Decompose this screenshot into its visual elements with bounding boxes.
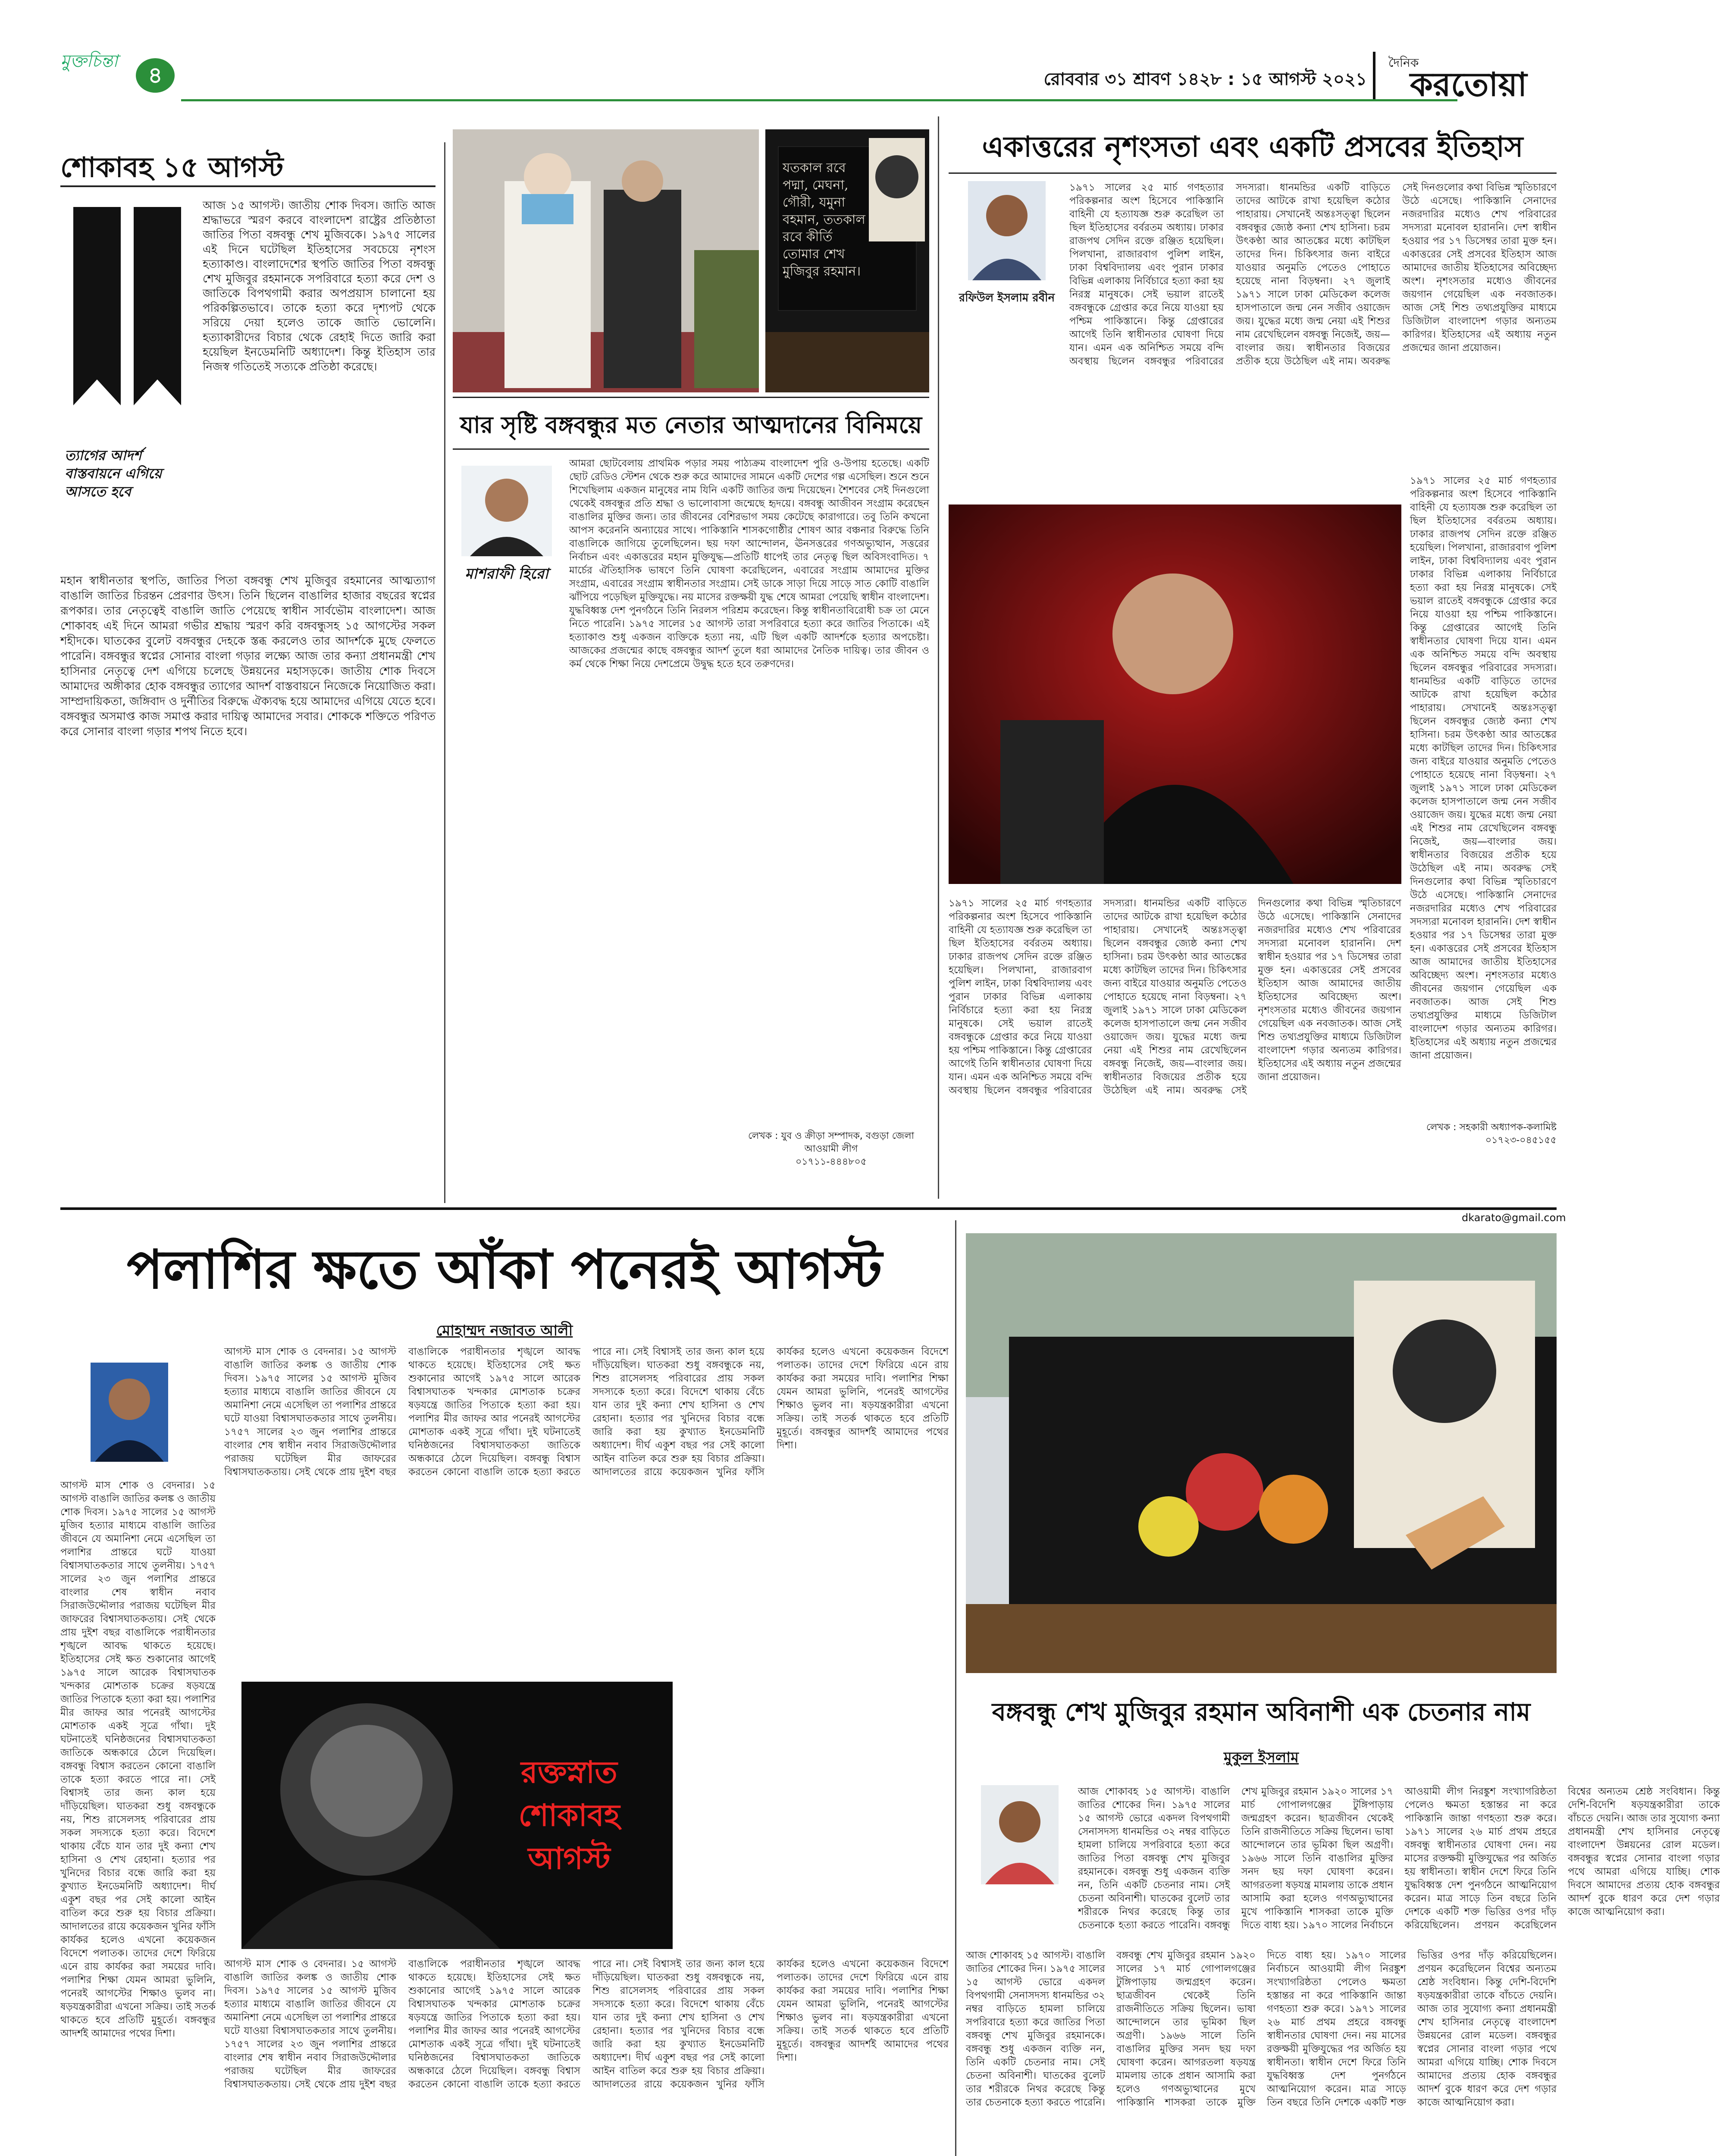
article1-author-footer: লেখক : যুব ও ক্রীড়া সম্পাদক, বগুড়া জেলা আওয়ামী লীগ xyxy=(748,1131,914,1154)
article1-bottom-rule xyxy=(453,448,929,450)
header-rule xyxy=(181,99,1457,101)
editorial-title: শোকাবহ ১৫ আগস্ট xyxy=(60,151,284,184)
article4-col-main xyxy=(966,1949,1557,2156)
article3-author-block xyxy=(78,1363,185,1475)
article3-body: আগস্ট মাস শোক ও বেদনার। ১৫ আগস্ট বাঙালি জাতির কলঙ্ক ও জাতীয় শোক দিবস। ১৯৭৫ সালের ১৫ আগস্ট মুজিব হত্যার মাধ্যমে বাঙালি জাতির জীবনে যে অমানিশা নেমে এসেছিল তা পলাশির প্রান্তরে ঘটে যাওয়া বিশ্বাসঘাতকতার সাথে তুলনীয়। ১৭৫৭ সালের ২৩ জুন পলাশির প্রান্তরে বাংলার শেষ স্বাধীন নবাব সিরাজউদ্দৌলার পরাজয় ঘটেছিল মীর জাফরের বিশ্বাসঘাতকতায়। সেই থেকে প্রায় দুইশ বছর বাঙালিকে পরাধীনতার শৃঙ্খলে আবদ্ধ থাকতে হয়েছে। ইতিহাসের সেই ক্ষত শুকানোর আগেই ১৯৭৫ সালে আরেক বিশ্বাসঘাতক খন্দকার মোশতাক চক্রের ষড়যন্ত্রে জাতির পিতাকে হত্যা করা হয়। পলাশির মীর জাফর আর পনেরই আগস্টের মোশতাক একই সূত্রে গাঁথা। দুই ঘটনাতেই ঘনিষ্ঠজনের বিশ্বাসঘাতকতা জাতিকে অন্ধকারে ঠেলে দিয়েছিল। বঙ্গবন্ধু বিশ্বাস করতেন কোনো বাঙালি তাকে হত্যা করতে পারে না। সেই বিশ্বাসই তার জন্য কাল হয়ে দাঁড়িয়েছিল। ঘাতকরা শুধু বঙ্গবন্ধুকে নয়, শিশু রাসেলসহ পরিবারের প্রায় সকল সদস্যকে হত্যা করে। বিদেশে থাকায় বেঁচে যান তার দুই কন্যা শেখ হাসিনা ও শেখ রেহানা। হত্যার পর খুনিদের বিচার বন্ধে জারি করা হয় কুখ্যাত ইনডেমনিটি অধ্যাদেশ। দীর্ঘ একুশ বছর পর সেই কালো আইন বাতিল করে শুরু হয় বিচার প্রক্রিয়া। আদালতের রায়ে কয়েকজন খুনির ফাঁসি কার্যকর হলেও এখনো কয়েকজন বিদেশে পলাতক। তাদের দেশে ফিরিয়ে এনে রায় কার্যকর করা সময়ের দাবি। পলাশির শিক্ষা যেমন আমরা ভুলিনি, পনেরই আগস্টের শিক্ষাও ভুলব না। ষড়যন্ত্রকারীরা এখনো সক্রিয়। তাই সতর্ক থাকতে হবে প্রতিটি মুহূর্তে। বঙ্গবন্ধুর আদর্শই আমাদের পথের দিশা। xyxy=(224,1959,949,2090)
memorial-wall-photo xyxy=(765,129,929,392)
article1-top-rule xyxy=(453,397,929,398)
article4-body: আজ শোকাবহ ১৫ আগস্ট। বাঙালি জাতির শোকের দিন। ১৯৭৫ সালের ১৫ আগস্ট ভোরে একদল বিপথগামী সেনাসদস্য ধানমন্ডির ৩২ নম্বর বাড়িতে হামলা চালিয়ে সপরিবারে হত্যা করে জাতির পিতা বঙ্গবন্ধু শেখ মুজিবুর রহমানকে। বঙ্গবন্ধু শুধু একজন ব্যক্তি নন, তিনি একটি চেতনার নাম। সেই চেতনা অবিনাশী। ঘাতকের বুলেট তার শরীরকে নিথর করেছে কিন্তু তার চেতনাকে হত্যা করতে পারেনি। বঙ্গবন্ধু শেখ মুজিবুর রহমান ১৯২০ সালের ১৭ মার্চ গোপালগঞ্জের টুঙ্গিপাড়ায় জন্মগ্রহণ করেন। ছাত্রজীবন থেকেই তিনি রাজনীতিতে সক্রিয় ছিলেন। ভাষা আন্দোলনে তার ভূমিকা ছিল অগ্রণী। ১৯৬৬ সালে তিনি বাঙালির মুক্তির সনদ ছয় দফা ঘোষণা করেন। আগরতলা ষড়যন্ত্র মামলায় তাকে প্রধান আসামি করা হলেও গণঅভ্যুত্থানের মুখে পাকিস্তানি শাসকরা তাকে মুক্তি দিতে বাধ্য হয়। ১৯৭০ সালের নির্বাচনে আওয়ামী লীগ নিরঙ্কুশ সংখ্যাগরিষ্ঠতা পেলেও ক্ষমতা হস্তান্তর না করে পাকিস্তানি জান্তা গণহত্যা শুরু করে। ১৯৭১ সালের ২৬ মার্চ প্রথম প্রহরে বঙ্গবন্ধু স্বাধীনতার ঘোষণা দেন। নয় মাসের রক্তক্ষয়ী মুক্তিযুদ্ধের পর অর্জিত হয় স্বাধীনতা। স্বাধীন দেশে ফিরে তিনি যুদ্ধবিধ্বস্ত দেশ পুনর্গঠনে আত্মনিয়োগ করেন। মাত্র সাড়ে তিন বছরে তিনি দেশকে একটি শক্ত ভিত্তির ওপর দাঁড় করিয়েছিলেন। প্রণয়ন করেছিলেন বিশ্বের অন্যতম শ্রেষ্ঠ সংবিধান। কিন্তু দেশি-বিদেশি ষড়যন্ত্রকারীরা তাকে বাঁচতে দেয়নি। আজ তার সুযোগ্য কন্যা প্রধানমন্ত্রী শেখ হাসিনার নেতৃত্বে বাংলাদেশ উন্নয়নের রোল মডেল। বঙ্গবন্ধুর স্বপ্নের সোনার বাংলা গড়ার পথে আমরা এগিয়ে যাচ্ছি। শোক দিবসে আমাদের প্রত্যয় হোক বঙ্গবন্ধুর আদর্শ বুকে ধারণ করে দেশ গড়ার কাজে আত্মনিয়োগ করা। xyxy=(966,1950,1557,2108)
editorial-slogan: ত্যাগের আদর্শ বাস্তবায়নে এগিয়ে আসতে হবে xyxy=(65,447,162,500)
paper-name: করতোয়া xyxy=(1410,65,1527,103)
plaque-text: যতকাল রবে পদ্মা, মেঘনা, গৌরী, যমুনা বহমান, ততকাল রবে কীর্তি তোমার শেখ মুজিবুর রহমান। xyxy=(783,160,865,279)
article4-body: আজ শোকাবহ ১৫ আগস্ট। বাঙালি জাতির শোকের দিন। ১৯৭৫ সালের ১৫ আগস্ট ভোরে একদল বিপথগামী সেনাসদস্য ধানমন্ডির ৩২ নম্বর বাড়িতে হামলা চালিয়ে সপরিবারে হত্যা করে জাতির পিতা বঙ্গবন্ধু শেখ মুজিবুর রহমানকে। বঙ্গবন্ধু শুধু একজন ব্যক্তি নন, তিনি একটি চেতনার নাম। সেই চেতনা অবিনাশী। ঘাতকের বুলেট তার শরীরকে নিথর করেছে কিন্তু তার চেতনাকে হত্যা করতে পারেনি। বঙ্গবন্ধু শেখ মুজিবুর রহমান ১৯২০ সালের ১৭ মার্চ গোপালগঞ্জের টুঙ্গিপাড়ায় জন্মগ্রহণ করেন। ছাত্রজীবন থেকেই তিনি রাজনীতিতে সক্রিয় ছিলেন। ভাষা আন্দোলনে তার ভূমিকা ছিল অগ্রণী। ১৯৬৬ সালে তিনি বাঙালির মুক্তির সনদ ছয় দফা ঘোষণা করেন। আগরতলা ষড়যন্ত্র মামলায় তাকে প্রধান আসামি করা হলেও গণঅভ্যুত্থানের মুখে পাকিস্তানি শাসকরা তাকে মুক্তি দিতে বাধ্য হয়। ১৯৭০ সালের নির্বাচনে আওয়ামী লীগ নিরঙ্কুশ সংখ্যাগরিষ্ঠতা পেলেও ক্ষমতা হস্তান্তর না করে পাকিস্তানি জান্তা গণহত্যা শুরু করে। ১৯৭১ সালের ২৬ মার্চ প্রথম প্রহরে বঙ্গবন্ধু স্বাধীনতার ঘোষণা দেন। নয় মাসের রক্তক্ষয়ী মুক্তিযুদ্ধের পর অর্জিত হয় স্বাধীনতা। স্বাধীন দেশে ফিরে তিনি যুদ্ধবিধ্বস্ত দেশ পুনর্গঠনে আত্মনিয়োগ করেন। মাত্র সাড়ে তিন বছরে তিনি দেশকে একটি শক্ত ভিত্তির ওপর দাঁড় করিয়েছিলেন। প্রণয়ন করেছিলেন বিশ্বের অন্যতম শ্রেষ্ঠ সংবিধান। কিন্তু দেশি-বিদেশি ষড়যন্ত্রকারীরা তাকে বাঁচতে দেয়নি। আজ তার সুযোগ্য কন্যা প্রধানমন্ত্রী শেখ হাসিনার নেতৃত্বে বাংলাদেশ উন্নয়নের রোল মডেল। বঙ্গবন্ধুর স্বপ্নের সোনার বাংলা গড়ার পথে আমরা এগিয়ে যাচ্ছি। শোক দিবসে আমাদের প্রত্যয় হোক বঙ্গবন্ধুর আদর্শ বুকে ধারণ করে দেশ গড়ার কাজে আত্মনিয়োগ করা। xyxy=(1078,1786,1720,1931)
article4-author-block xyxy=(970,1785,1069,1893)
article1-author: মাশরাফী হিরো xyxy=(465,565,548,583)
editorial xyxy=(60,142,435,1203)
article4-headline: বঙ্গবন্ধু শেখ মুজিবুর রহমান অবিনাশী এক চেতনার নাম xyxy=(992,1697,1531,1727)
column-rule xyxy=(938,116,939,1199)
editorial-lead: আজ ১৫ আগস্ট। জাতীয় শোক দিবস। জাতি আজ শ্রদ্ধাভরে স্মরণ করবে বাংলাদেশ রাষ্ট্রের প্রতিষ্ঠাতা জাতির পিতা বঙ্গবন্ধু শেখ মুজিবকে। ১৯৭৫ সালের এই দিনে ঘটেছিল ইতিহাসের সবচেয়ে নৃশংস হত্যাকাণ্ড। বাংলাদেশের স্থপতি জাতির পিতা বঙ্গবন্ধু শেখ মুজিবুর রহমানকে সপরিবারে হত্যা করে দেশ ও জাতিকে বিপথগামী করার অপপ্রয়াস চালানো হয় পরিকল্পিতভাবে। তাকে হত্যা করে দৃশ্যপট থেকে সরিয়ে দেয়া হলেও তাকে জাতি ভোলেনি। হত্যাকারীদের বিচার থেকে রেহাই দিতে জারি করা হয়েছিল ইনডেমনিটি অধ্যাদেশ। কিন্তু ইতিহাস তার নিজস্ব গতিতেই সত্যকে প্রতিষ্ঠা করেছে। xyxy=(203,199,435,373)
article3-col-3 xyxy=(224,1958,949,2156)
article3-col-2 xyxy=(224,1345,949,1669)
inset-image-text: রক্তস্নাত শোকাবহ আগস্ট xyxy=(518,1754,620,1876)
article1-headline: যার সৃষ্টি বঙ্গবন্ধুর মত নেতার আত্মদানের বিনিময়ে xyxy=(460,411,922,439)
article2-author: রফিউল ইসলাম রবীন xyxy=(959,291,1055,304)
masthead-bar xyxy=(60,39,1557,103)
article3-author-photo xyxy=(91,1363,168,1462)
article2-body: ১৯৭১ সালের ২৫ মার্চ গণহত্যার পরিকল্পনার অংশ হিসেবে পাকিস্তানি বাহিনী যে হত্যাযজ্ঞ শুরু করেছিল তা ছিল ইতিহাসের বর্বরতম অধ্যায়। ঢাকার রাজপথ সেদিন রক্তে রঞ্জিত হয়েছিল। পিলখানা, রাজারবাগ পুলিশ লাইন, ঢাকা বিশ্ববিদ্যালয় এবং পুরান ঢাকার বিভিন্ন এলাকায় নির্বিচারে হত্যা করা হয় নিরস্ত্র মানুষকে। সেই ভয়াল রাতেই বঙ্গবন্ধুকে গ্রেপ্তার করে নিয়ে যাওয়া হয় পশ্চিম পাকিস্তানে। কিন্তু গ্রেপ্তারের আগেই তিনি স্বাধীনতার ঘোষণা দিয়ে যান। এমন এক অনিশ্চিত সময়ে বন্দি অবস্থায় ছিলেন বঙ্গবন্ধুর পরিবারের সদস্যরা। ধানমন্ডির একটি বাড়িতে তাদের আটকে রাখা হয়েছিল কঠোর পাহারায়। সেখানেই অন্তঃসত্ত্বা ছিলেন বঙ্গবন্ধুর জ্যেষ্ঠ কন্যা শেখ হাসিনা। চরম উৎকণ্ঠা আর আতঙ্কের মধ্যে কাটছিল তাদের দিন। চিকিৎসার জন্য বাইরে যাওয়ার অনুমতি পেতেও পোহাতে হয়েছে নানা বিড়ম্বনা। ২৭ জুলাই ১৯৭১ সালে ঢাকা মেডিকেল কলেজ হাসপাতালে জন্ম নেন সজীব ওয়াজেদ জয়। যুদ্ধের মধ্যে জন্ম নেয়া এই শিশুর নাম রেখেছিলেন বঙ্গবন্ধু নিজেই, জয়—বাংলার জয়। স্বাধীনতার বিজয়ের প্রতীক হয়ে উঠেছিল এই নাম। অবরুদ্ধ সেই দিনগুলোর কথা বিভিন্ন স্মৃতিচারণে উঠে এসেছে। পাকিস্তানি সেনাদের নজরদারির মধ্যেও শেখ পরিবারের সদস্যরা মনোবল হারাননি। দেশ স্বাধীন হওয়ার পর ১৭ ডিসেম্বর তারা মুক্ত হন। একাত্তরের সেই প্রসবের ইতিহাস আজ আমাদের জাতীয় ইতিহাসের অবিচ্ছেদ্য অংশ। নৃশংসতার মধ্যেও জীবনের জয়গান গেয়েছিল এক নবজাতক। আজ সেই শিশু তথ্যপ্রযুক্তির মাধ্যমে ডিজিটাল বাংলাদেশ গড়ার অন্যতম কারিগর। ইতিহাসের এই অধ্যায় নতুন প্রজন্মের জানা প্রয়োজন। xyxy=(949,898,1401,1096)
article2-rule xyxy=(949,172,1557,174)
article1-body: আমরা ছোটবেলায় প্রাথমিক পড়ার সময় পাঠ্যক্রম বাংলাদেশ পুরি ও-উপায় হতেছে। একটি ছোট রেডিও স্টেশন থেকে শুরু করে আমাদের সামনে একটি দেশের গল্প এসেছিল। শুনে শুনে শিখেছিলাম একজন মানুষের নাম যিনি একটি জাতির জন্ম দিয়েছেন। শৈশবের সেই দিনগুলো থেকেই বঙ্গবন্ধুর প্রতি শ্রদ্ধা ও ভালোবাসা জন্মেছে হৃদয়ে। বঙ্গবন্ধু আজীবন সংগ্রাম করেছেন বাঙালির মুক্তির জন্য। তার জীবনের বেশিরভাগ সময় কেটেছে কারাগারে। তবু তিনি কখনো আপস করেননি অন্যায়ের সাথে। পাকিস্তানি শাসকগোষ্ঠীর শোষণ আর বঞ্চনার বিরুদ্ধে তিনি বাঙালিকে জাগিয়ে তুলেছিলেন। ছয় দফা আন্দোলন, ঊনসত্তরের গণঅভ্যুত্থান, সত্তরের নির্বাচন এবং একাত্তরের মহান মুক্তিযুদ্ধ—প্রতিটি ধাপেই তার নেতৃত্ব ছিল অবিসংবাদিত। ৭ মার্চের ঐতিহাসিক ভাষণে তিনি ঘোষণা করেছিলেন, এবারের সংগ্রাম আমাদের মুক্তির সংগ্রাম, এবারের সংগ্রাম স্বাধীনতার সংগ্রাম। সেই ডাকে সাড়া দিয়ে সাড়ে সাত কোটি বাঙালি ঝাঁপিয়ে পড়েছিল মুক্তিযুদ্ধে। নয় মাসের রক্তক্ষয়ী যুদ্ধ শেষে আমরা পেয়েছি স্বাধীন বাংলাদেশ। যুদ্ধবিধ্বস্ত দেশ পুনর্গঠনে তিনি নিরলস পরিশ্রম করেছেন। কিন্তু স্বাধীনতাবিরোধী চক্র তা মেনে নিতে পারেনি। ১৯৭৫ সালের ১৫ আগস্ট তারা সপরিবারে হত্যা করে জাতির পিতাকে। এই হত্যাকাণ্ড শুধু একজন ব্যক্তিকে হত্যা নয়, এটি ছিল একটি আদর্শকে হত্যার অপচেষ্টা। আজকের প্রজন্মের কাছে বঙ্গবন্ধুর আদর্শ তুলে ধরা আমাদের নৈতিক দায়িত্ব। তার জীবন ও কর্ম থেকে শিক্ষা নিয়ে দেশপ্রেমে উদ্বুদ্ধ হতে হবে তরুণদের। xyxy=(569,458,929,670)
article4-author: মুকুল ইসলাম xyxy=(1223,1749,1299,1766)
paper-logo xyxy=(1373,52,1557,103)
article1-author-photo xyxy=(461,466,552,556)
page-number-badge xyxy=(136,58,175,93)
article2-body-right xyxy=(1410,474,1557,1112)
article3-body: আগস্ট মাস শোক ও বেদনার। ১৫ আগস্ট বাঙালি জাতির কলঙ্ক ও জাতীয় শোক দিবস। ১৯৭৫ সালের ১৫ আগস্ট মুজিব হত্যার মাধ্যমে বাঙালি জাতির জীবনে যে অমানিশা নেমে এসেছিল তা পলাশির প্রান্তরে ঘটে যাওয়া বিশ্বাসঘাতকতার সাথে তুলনীয়। ১৭৫৭ সালের ২৩ জুন পলাশির প্রান্তরে বাংলার শেষ স্বাধীন নবাব সিরাজউদ্দৌলার পরাজয় ঘটেছিল মীর জাফরের বিশ্বাসঘাতকতায়। সেই থেকে প্রায় দুইশ বছর বাঙালিকে পরাধীনতার শৃঙ্খলে আবদ্ধ থাকতে হয়েছে। ইতিহাসের সেই ক্ষত শুকানোর আগেই ১৯৭৫ সালে আরেক বিশ্বাসঘাতক খন্দকার মোশতাক চক্রের ষড়যন্ত্রে জাতির পিতাকে হত্যা করা হয়। পলাশির মীর জাফর আর পনেরই আগস্টের মোশতাক একই সূত্রে গাঁথা। দুই ঘটনাতেই ঘনিষ্ঠজনের বিশ্বাসঘাতকতা জাতিকে অন্ধকারে ঠেলে দিয়েছিল। বঙ্গবন্ধু বিশ্বাস করতেন কোনো বাঙালি তাকে হত্যা করতে পারে না। সেই বিশ্বাসই তার জন্য কাল হয়ে দাঁড়িয়েছিল। ঘাতকরা শুধু বঙ্গবন্ধুকে নয়, শিশু রাসেলসহ পরিবারের প্রায় সকল সদস্যকে হত্যা করে। বিদেশে থাকায় বেঁচে যান তার দুই কন্যা শেখ হাসিনা ও শেখ রেহানা। হত্যার পর খুনিদের বিচার বন্ধে জারি করা হয় কুখ্যাত ইনডেমনিটি অধ্যাদেশ। দীর্ঘ একুশ বছর পর সেই কালো আইন বাতিল করে শুরু হয় বিচার প্রক্রিয়া। আদালতের রায়ে কয়েকজন খুনির ফাঁসি কার্যকর হলেও এখনো কয়েকজন বিদেশে পলাতক। তাদের দেশে ফিরিয়ে এনে রায় কার্যকর করা সময়ের দাবি। পলাশির শিক্ষা যেমন আমরা ভুলিনি, পনেরই আগস্টের শিক্ষাও ভুলব না। ষড়যন্ত্রকারীরা এখনো সক্রিয়। তাই সতর্ক থাকতে হবে প্রতিটি মুহূর্তে। বঙ্গবন্ধুর আদর্শই আমাদের পথের দিশা। xyxy=(60,1480,216,2039)
sajeeb-wazed-photo xyxy=(949,505,1401,884)
article2-body: ১৯৭১ সালের ২৫ মার্চ গণহত্যার পরিকল্পনার অংশ হিসেবে পাকিস্তানি বাহিনী যে হত্যাযজ্ঞ শুরু করেছিল তা ছিল ইতিহাসের বর্বরতম অধ্যায়। ঢাকার রাজপথ সেদিন রক্তে রঞ্জিত হয়েছিল। পিলখানা, রাজারবাগ পুলিশ লাইন, ঢাকা বিশ্ববিদ্যালয় এবং পুরান ঢাকার বিভিন্ন এলাকায় নির্বিচারে হত্যা করা হয় নিরস্ত্র মানুষকে। সেই ভয়াল রাতেই বঙ্গবন্ধুকে গ্রেপ্তার করে নিয়ে যাওয়া হয় পশ্চিম পাকিস্তানে। কিন্তু গ্রেপ্তারের আগেই তিনি স্বাধীনতার ঘোষণা দিয়ে যান। এমন এক অনিশ্চিত সময়ে বন্দি অবস্থায় ছিলেন বঙ্গবন্ধুর পরিবারের সদস্যরা। ধানমন্ডির একটি বাড়িতে তাদের আটকে রাখা হয়েছিল কঠোর পাহারায়। সেখানেই অন্তঃসত্ত্বা ছিলেন বঙ্গবন্ধুর জ্যেষ্ঠ কন্যা শেখ হাসিনা। চরম উৎকণ্ঠা আর আতঙ্কের মধ্যে কাটছিল তাদের দিন। চিকিৎসার জন্য বাইরে যাওয়ার অনুমতি পেতেও পোহাতে হয়েছে নানা বিড়ম্বনা। ২৭ জুলাই ১৯৭১ সালে ঢাকা মেডিকেল কলেজ হাসপাতালে জন্ম নেন সজীব ওয়াজেদ জয়। যুদ্ধের মধ্যে জন্ম নেয়া এই শিশুর নাম রেখেছিলেন বঙ্গবন্ধু নিজেই, জয়—বাংলার জয়। স্বাধীনতার বিজয়ের প্রতীক হয়ে উঠেছিল এই নাম। অবরুদ্ধ সেই দিনগুলোর কথা বিভিন্ন স্মৃতিচারণে উঠে এসেছে। পাকিস্তানি সেনাদের নজরদারির মধ্যেও শেখ পরিবারের সদস্যরা মনোবল হারাননি। দেশ স্বাধীন হওয়ার পর ১৭ ডিসেম্বর তারা মুক্ত হন। একাত্তরের সেই প্রসবের ইতিহাস আজ আমাদের জাতীয় ইতিহাসের অবিচ্ছেদ্য অংশ। নৃশংসতার মধ্যেও জীবনের জয়গান গেয়েছিল এক নবজাতক। আজ সেই শিশু তথ্যপ্রযুক্তির মাধ্যমে ডিজিটাল বাংলাদেশ গড়ার অন্যতম কারিগর। ইতিহাসের এই অধ্যায় নতুন প্রজন্মের জানা প্রয়োজন। xyxy=(1410,475,1557,1061)
article1-author-block xyxy=(453,461,561,604)
mid-page-rule xyxy=(60,1207,1557,1210)
article2-body: ১৯৭১ সালের ২৫ মার্চ গণহত্যার পরিকল্পনার অংশ হিসেবে পাকিস্তানি বাহিনী যে হত্যাযজ্ঞ শুরু করেছিল তা ছিল ইতিহাসের বর্বরতম অধ্যায়। ঢাকার রাজপথ সেদিন রক্তে রঞ্জিত হয়েছিল। পিলখানা, রাজারবাগ পুলিশ লাইন, ঢাকা বিশ্ববিদ্যালয় এবং পুরান ঢাকার বিভিন্ন এলাকায় নির্বিচারে হত্যা করা হয় নিরস্ত্র মানুষকে। সেই ভয়াল রাতেই বঙ্গবন্ধুকে গ্রেপ্তার করে নিয়ে যাওয়া হয় পশ্চিম পাকিস্তানে। কিন্তু গ্রেপ্তারের আগেই তিনি স্বাধীনতার ঘোষণা দিয়ে যান। এমন এক অনিশ্চিত সময়ে বন্দি অবস্থায় ছিলেন বঙ্গবন্ধুর পরিবারের সদস্যরা। ধানমন্ডির একটি বাড়িতে তাদের আটকে রাখা হয়েছিল কঠোর পাহারায়। সেখানেই অন্তঃসত্ত্বা ছিলেন বঙ্গবন্ধুর জ্যেষ্ঠ কন্যা শেখ হাসিনা। চরম উৎকণ্ঠা আর আতঙ্কের মধ্যে কাটছিল তাদের দিন। চিকিৎসার জন্য বাইরে যাওয়ার অনুমতি পেতেও পোহাতে হয়েছে নানা বিড়ম্বনা। ২৭ জুলাই ১৯৭১ সালে ঢাকা মেডিকেল কলেজ হাসপাতালে জন্ম নেন সজীব ওয়াজেদ জয়। যুদ্ধের মধ্যে জন্ম নেয়া এই শিশুর নাম রেখেছিলেন বঙ্গবন্ধু নিজেই, জয়—বাংলার জয়। স্বাধীনতার বিজয়ের প্রতীক হয়ে উঠেছিল এই নাম। অবরুদ্ধ সেই দিনগুলোর কথা বিভিন্ন স্মৃতিচারণে উঠে এসেছে। পাকিস্তানি সেনাদের নজরদারির মধ্যেও শেখ পরিবারের সদস্যরা মনোবল হারাননি। দেশ স্বাধীন হওয়ার পর ১৭ ডিসেম্বর তারা মুক্ত হন। একাত্তরের সেই প্রসবের ইতিহাস আজ আমাদের জাতীয় ইতিহাসের অবিচ্ছেদ্য অংশ। নৃশংসতার মধ্যেও জীবনের জয়গান গেয়েছিল এক নবজাতক। আজ সেই শিশু তথ্যপ্রযুক্তির মাধ্যমে ডিজিটাল বাংলাদেশ গড়ার অন্যতম কারিগর। ইতিহাসের এই অধ্যায় নতুন প্রজন্মের জানা প্রয়োজন। xyxy=(1069,182,1557,367)
bloodstained-august-image xyxy=(241,1682,673,1949)
article4-col-top xyxy=(1078,1785,1720,1940)
article2-author-phone: ০১৭২৩-০৪৫১৫৫ xyxy=(1485,1135,1557,1146)
memorial-flowers-photo xyxy=(966,1233,1557,1673)
article2-author-block xyxy=(953,181,1061,323)
article2-author-footer: লেখক : সহকারী অধ্যাপক-কলামিষ্ট xyxy=(1426,1122,1557,1133)
article3-author: মোহাম্মদ নজাবত আলী xyxy=(436,1322,573,1339)
article1-author-phone: ০১৭১১-৪৪৪৮০৫ xyxy=(795,1156,867,1167)
editorial-body: মহান স্বাধীনতার স্থপতি, জাতির পিতা বঙ্গবন্ধু শেখ মুজিবুর রহমানের আত্মত্যাগ বাঙালি জাতির চিরন্তন প্রেরণার উৎস। তিনি ছিলেন বাঙালির হাজার বছরের স্বপ্নের রূপকার। তার নেতৃত্বেই বাঙালি জাতি পেয়েছে স্বাধীন সার্বভৌম বাংলাদেশ। আজ শোকাবহ এই দিনে আমরা গভীর শ্রদ্ধায় স্মরণ করি বঙ্গবন্ধুসহ ১৫ আগস্টের সকল শহীদকে। ঘাতকের বুলেট বঙ্গবন্ধুর দেহকে স্তব্ধ করলেও তার আদর্শকে মুছে ফেলতে পারেনি। বঙ্গবন্ধুর স্বপ্নের সোনার বাংলা গড়ার লক্ষ্যে আজ তার কন্যা প্রধানমন্ত্রী শেখ হাসিনার নেতৃত্বে দেশ এগিয়ে চলেছে উন্নয়নের মহাসড়কে। জাতীয় শোক দিবসে আমাদের অঙ্গীকার হোক বঙ্গবন্ধুর ত্যাগের আদর্শ বাস্তবায়নে নিজেকে নিয়োজিত করা। সাম্প্রদায়িকতা, জঙ্গিবাদ ও দুর্নীতির বিরুদ্ধে ঐক্যবদ্ধ হয়ে আমাদের এগিয়ে যেতে হবে। বঙ্গবন্ধুর অসমাপ্ত কাজ সমাপ্ত করার দায়িত্ব আমাদের সবার। শোককে শক্তিতে পরিণত করে সোনার বাংলা গড়ার শপথ নিতে হবে। xyxy=(60,574,435,738)
footer-email: dkarato@gmail.com xyxy=(1462,1212,1566,1224)
paper-small: দৈনিক xyxy=(1388,56,1419,70)
article3-col-1 xyxy=(60,1479,216,2156)
mourning-ribbon xyxy=(60,198,194,509)
article2-body-bottom-left xyxy=(949,897,1401,1112)
article3-body: আগস্ট মাস শোক ও বেদনার। ১৫ আগস্ট বাঙালি জাতির কলঙ্ক ও জাতীয় শোক দিবস। ১৯৭৫ সালের ১৫ আগস্ট মুজিব হত্যার মাধ্যমে বাঙালি জাতির জীবনে যে অমানিশা নেমে এসেছিল তা পলাশির প্রান্তরে ঘটে যাওয়া বিশ্বাসঘাতকতার সাথে তুলনীয়। ১৭৫৭ সালের ২৩ জুন পলাশির প্রান্তরে বাংলার শেষ স্বাধীন নবাব সিরাজউদ্দৌলার পরাজয় ঘটেছিল মীর জাফরের বিশ্বাসঘাতকতায়। সেই থেকে প্রায় দুইশ বছর বাঙালিকে পরাধীনতার শৃঙ্খলে আবদ্ধ থাকতে হয়েছে। ইতিহাসের সেই ক্ষত শুকানোর আগেই ১৯৭৫ সালে আরেক বিশ্বাসঘাতক খন্দকার মোশতাক চক্রের ষড়যন্ত্রে জাতির পিতাকে হত্যা করা হয়। পলাশির মীর জাফর আর পনেরই আগস্টের মোশতাক একই সূত্রে গাঁথা। দুই ঘটনাতেই ঘনিষ্ঠজনের বিশ্বাসঘাতকতা জাতিকে অন্ধকারে ঠেলে দিয়েছিল। বঙ্গবন্ধু বিশ্বাস করতেন কোনো বাঙালি তাকে হত্যা করতে পারে না। সেই বিশ্বাসই তার জন্য কাল হয়ে দাঁড়িয়েছিল। ঘাতকরা শুধু বঙ্গবন্ধুকে নয়, শিশু রাসেলসহ পরিবারের প্রায় সকল সদস্যকে হত্যা করে। বিদেশে থাকায় বেঁচে যান তার দুই কন্যা শেখ হাসিনা ও শেখ রেহানা। হত্যার পর খুনিদের বিচার বন্ধে জারি করা হয় কুখ্যাত ইনডেমনিটি অধ্যাদেশ। দীর্ঘ একুশ বছর পর সেই কালো আইন বাতিল করে শুরু হয় বিচার প্রক্রিয়া। আদালতের রায়ে কয়েকজন খুনির ফাঁসি কার্যকর হলেও এখনো কয়েকজন বিদেশে পলাতক। তাদের দেশে ফিরিয়ে এনে রায় কার্যকর করা সময়ের দাবি। পলাশির শিক্ষা যেমন আমরা ভুলিনি, পনেরই আগস্টের শিক্ষাও ভুলব না। ষড়যন্ত্রকারীরা এখনো সক্রিয়। তাই সতর্ক থাকতে হবে প্রতিটি মুহূর্তে। বঙ্গবন্ধুর আদর্শই আমাদের পথের দিশা। xyxy=(224,1346,949,1478)
article2-body-top xyxy=(1069,181,1557,461)
article4-author-photo xyxy=(981,1785,1059,1884)
column-rule xyxy=(444,142,445,1203)
page-number: ৪ xyxy=(148,63,163,88)
date-line: রোববার ৩১ শ্রাবণ ১৪২৮ : ১৫ আগস্ট ২০২১ xyxy=(1043,69,1367,89)
article2-footer xyxy=(1350,1121,1557,1147)
editorial-title-rule xyxy=(60,185,435,187)
section-logo: মুক্তচিন্তা xyxy=(60,51,118,71)
article3-headline: পলাশির ক্ষতে আঁকা পনেরই আগস্ট xyxy=(126,1238,883,1301)
article1-footer xyxy=(733,1130,929,1169)
article2-headline: একাত্তরের নৃশংসতা এবং একটি প্রসবের ইতিহাস xyxy=(982,130,1523,163)
column-rule xyxy=(955,1220,956,2156)
wreath-photo xyxy=(453,129,759,392)
article2-author-photo xyxy=(968,181,1046,280)
